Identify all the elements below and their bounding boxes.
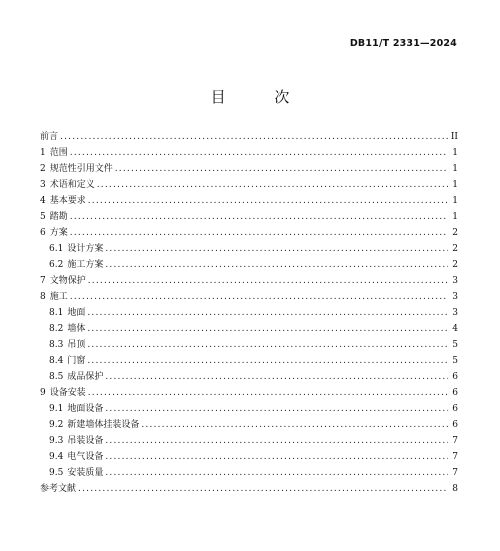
toc-entry-label: 地面	[67, 308, 86, 318]
toc-entry[interactable]	[40, 433, 458, 449]
dot-leader	[88, 385, 448, 401]
toc-entry[interactable]	[40, 161, 458, 177]
toc-entry-page-number: 6	[452, 420, 458, 430]
page-title: 目 次	[210, 88, 312, 106]
toc-entry[interactable]	[40, 369, 458, 385]
toc-entry-label: 新建墙体挂装设备	[67, 420, 140, 430]
dot-leader	[60, 129, 448, 145]
toc-entry-label: 电气设备	[67, 452, 104, 462]
toc-entry-label: 基本要求	[49, 196, 86, 206]
toc-entry-number: 9.5	[49, 468, 64, 478]
toc-entry-label: 范围	[49, 148, 68, 158]
toc-entry-page-number: 8	[452, 484, 458, 494]
toc-entry[interactable]	[40, 481, 458, 497]
dot-leader	[70, 209, 448, 225]
toc-entry-label: 成品保护	[67, 372, 104, 382]
toc-entry-number: 7	[40, 276, 46, 286]
dot-leader	[78, 481, 448, 497]
toc-entry-page-number: 3	[452, 292, 458, 302]
toc-entry-number: 9.1	[49, 404, 64, 414]
dot-leader	[105, 433, 448, 449]
toc-entry-page-number: 4	[452, 324, 458, 334]
toc-entry-label: 设备安装	[49, 388, 86, 398]
toc-entry-number: 8.2	[49, 324, 64, 334]
toc-entry[interactable]	[40, 257, 458, 273]
toc-entry[interactable]	[40, 177, 458, 193]
toc-entry-label: 吊顶	[67, 340, 86, 350]
toc-entry[interactable]	[40, 385, 458, 401]
toc-entry[interactable]	[40, 337, 458, 353]
dot-leader	[70, 289, 448, 305]
dot-leader	[115, 161, 448, 177]
toc-entry-number: 8	[40, 292, 46, 302]
toc-entry-label: 方案	[49, 228, 68, 238]
toc-entry-page-number: 1	[452, 212, 458, 222]
toc-entry[interactable]	[40, 289, 458, 305]
toc-entry-page-number: 7	[452, 452, 458, 462]
toc-entry-page-number: 3	[452, 308, 458, 318]
toc-entry-page-number: 6	[452, 388, 458, 398]
toc-entry[interactable]	[40, 353, 458, 369]
toc-entry-label: 地面设备	[67, 404, 104, 414]
toc-entry-page-number: II	[450, 132, 458, 142]
toc-entry-label: 吊装设备	[67, 436, 104, 446]
toc-entry[interactable]	[40, 145, 458, 161]
toc-entry-page-number: 7	[452, 436, 458, 446]
toc-entry-number: 8.3	[49, 340, 64, 350]
toc-entry-label: 参考文献	[40, 484, 77, 494]
toc-entry-number: 9.2	[49, 420, 64, 430]
toc-entry-label: 墙体	[67, 324, 86, 334]
dot-leader	[105, 241, 448, 257]
dot-leader	[141, 417, 448, 433]
dot-leader	[70, 145, 448, 161]
dot-leader	[87, 321, 448, 337]
toc-entry[interactable]	[40, 449, 458, 465]
toc-entry[interactable]	[40, 209, 458, 225]
dot-leader	[105, 369, 448, 385]
toc-entry-page-number: 6	[452, 372, 458, 382]
toc-entry-number: 9	[40, 388, 46, 398]
toc-entry-number: 9.4	[49, 452, 64, 462]
toc-entry[interactable]	[40, 241, 458, 257]
dot-leader	[87, 305, 448, 321]
toc-entry-page-number: 2	[452, 244, 458, 254]
toc-entry-label: 安装质量	[67, 468, 104, 478]
toc-entry-number: 6	[40, 228, 46, 238]
toc-entry-page-number: 1	[452, 148, 458, 158]
toc-entry-number: 8.1	[49, 308, 64, 318]
dot-leader	[105, 257, 448, 273]
toc-entry-page-number: 5	[452, 340, 458, 350]
toc-entry-number: 8.5	[49, 372, 64, 382]
dot-leader	[105, 449, 448, 465]
toc-entry-number: 6.2	[49, 260, 64, 270]
toc-entry-number: 4	[40, 196, 46, 206]
toc-entry[interactable]	[40, 129, 458, 145]
toc-entry[interactable]	[40, 417, 458, 433]
toc-entry-label: 前言	[40, 132, 59, 142]
dot-leader	[105, 465, 448, 481]
toc-entry-page-number: 3	[452, 276, 458, 286]
dot-leader	[87, 353, 448, 369]
toc-entry-number: 5	[40, 212, 46, 222]
dot-leader	[88, 273, 448, 289]
toc-entry-number: 2	[40, 164, 46, 174]
toc-entry-label: 文物保护	[49, 276, 86, 286]
toc-entry-label: 门窗	[67, 356, 86, 366]
toc-entry-label: 规范性引用文件	[49, 164, 113, 174]
toc-entry-number: 6.1	[49, 244, 64, 254]
toc-entry-page-number: 5	[452, 356, 458, 366]
toc-entry[interactable]	[40, 193, 458, 209]
toc-entry-page-number: 1	[452, 164, 458, 174]
dot-leader	[105, 401, 448, 417]
dot-leader	[70, 225, 448, 241]
toc-entry-number: 8.4	[49, 356, 64, 366]
toc-entry-label: 施工方案	[67, 260, 104, 270]
toc-entry-page-number: 2	[452, 228, 458, 238]
dot-leader	[88, 193, 448, 209]
toc-entry-label: 施工	[49, 292, 68, 302]
toc-entry[interactable]	[40, 225, 458, 241]
dot-leader	[87, 337, 448, 353]
toc-entry-number: 1	[40, 148, 46, 158]
toc-entry-number: 9.3	[49, 436, 64, 446]
toc-entry[interactable]	[40, 305, 458, 321]
toc-entry-label: 踏勘	[49, 212, 68, 222]
toc-entry-page-number: 1	[452, 196, 458, 206]
toc-entry-page-number: 6	[452, 404, 458, 414]
toc-entry-page-number: 1	[452, 180, 458, 190]
dot-leader	[97, 177, 448, 193]
toc-entry-page-number: 7	[452, 468, 458, 478]
toc-entry-number: 3	[40, 180, 46, 190]
document-code: DB11/T 2331—2024	[349, 38, 457, 49]
toc-entry[interactable]	[40, 273, 458, 289]
toc-entry-label: 设计方案	[67, 244, 104, 254]
table-of-contents	[40, 129, 458, 497]
toc-entry[interactable]	[40, 321, 458, 337]
toc-entry[interactable]	[40, 465, 458, 481]
toc-entry-page-number: 2	[452, 260, 458, 270]
toc-entry[interactable]	[40, 401, 458, 417]
toc-entry-label: 术语和定义	[49, 180, 95, 190]
